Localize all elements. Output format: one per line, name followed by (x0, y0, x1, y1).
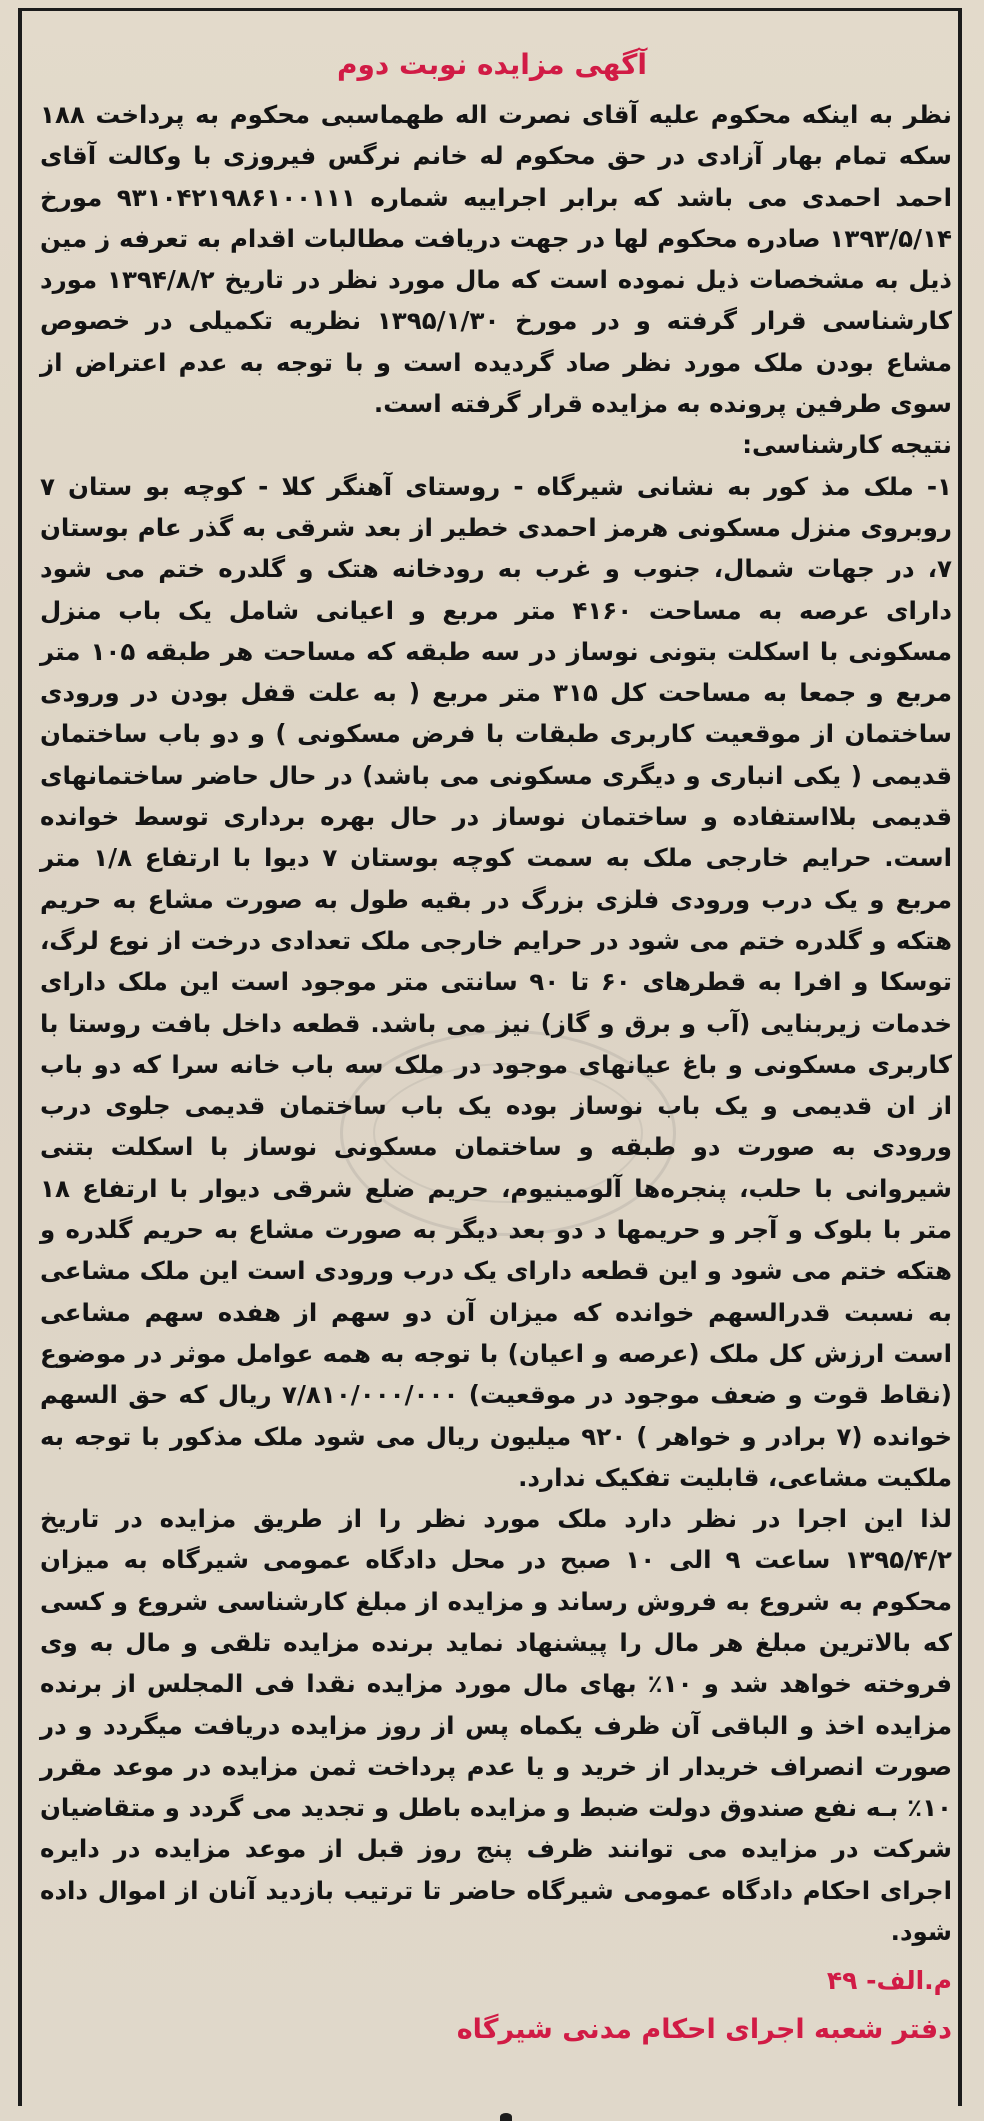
issuing-office: دفتر شعبه اجرای احکام مدنی شیرگاه (456, 2014, 952, 2045)
property-description-paragraph: ۱- ملک مذ کور به نشانی شیرگاه - روستای آهنگر کلا - کوچه بو ستان ۷ روبروی منزل مسکونی هرمز احمدی خطیر از بعد شرقی به گذر عام بوستان ۷، در جهات شمال، جنوب و غرب به رودخانه هتک و گلدره ختم می شود دارای عرصه به مساحت ۴۱۶۰ متر مربع و اعیانی شامل یک باب منزل مسکونی با اسکلت بتونی نوساز در سه طبقه که مساحت هر طبقه ۱۰۵ متر مربع و جمعا به مساحت کل ۳۱۵ متر مربع ( به علت قفل بودن در ورودی ساختمان از موقعیت کاربری طبقات با فرض مسکونی ) و دو باب ساختمان قدیمی ( یکی انباری و دیگری مسکونی می باشد) در حال حاضر ساختمانهای قدیمی بلااستفاده و ساختمان نوساز در حال بهره برداری توسط خوانده است. حرایم خارجی ملک به سمت کوچه بوستان ۷ دیوا با ارتفاع ۱/۸ متر مربع و یک درب ورودی فلزی بزرگ در بقیه طول به صورت مشاع به حریم هتکه و گلدره ختم می شود در حرایم خارجی ملک تعدادی درخت از نوع لرگ، توسکا و افرا به قطرهای ۶۰ تا ۹۰ سانتی متر موجود است این ملک دارای خدمات زیربنایی (آب و برق و گاز) نیز می باشد. قطعه داخل بافت روستا با کاربری مسکونی و باغ عیانهای موجود در ملک سه باب خانه سرا که دو باب از ان قدیمی و یک باب نوساز بوده یک باب ساختمان قدیمی جلوی درب ورودی به صورت دو طبقه و ساختمان مسکونی نوساز با اسکلت بتنی شیروانی با حلب، پنجره‌ها آلومینیوم، حریم ضلع شرقی دیوار با ارتفاع ۱۸ متر با بلوک و آجر و حریمها د دو بعد دیگر به صورت مشاع به حریم گلدره و هتکه ختم می شود و این قطعه دارای یک درب ورودی است این ملک مشاعی به نسبت قدرالسهم خوانده که میزان آن دو سهم از هفده سهم مشاعی است ارزش کل ملک (عرصه و اعیان) با توجه به همه عوامل موثر در موضوع (نقاط قوت و ضعف موجود در موقعیت) ۷/۸۱۰/۰۰۰/۰۰۰ ریال که حق السهم خوانده (۷ برادر و خواهر ) ۹۲۰ میلیون ریال می شود ملک مذکور با توجه به ملکیت مشاعی، قابلیت تفکیک ندارد. (40, 471, 952, 1492)
intro-paragraph: نظر به اینکه محکوم علیه آقای نصرت اله طهماسبی محکوم به پرداخت ۱۸۸ سکه تمام بهار آزادی در حق محکوم له خانم نرگس فیروزی با وکالت آقای احمد احمدی می باشد که برابر اجراییه شماره ۹۳۱۰۴۲۱۹۸۶۱۰۰۱۱۱ مورخ ۱۳۹۳/۵/۱۴ صادره محکوم لها در جهت دریافت مطالبات اقدام به تعرفه ز مین ذیل به مشخصات ذیل نموده است که مال مورد نظر در تاریخ ۱۳۹۴/۸/۲ مورد کارشناسی قرار گرفته و در مورخ ۱۳۹۵/۱/۳۰ نظریه تکمیلی در خصوص مشاع بودن ملک مورد نظر صاد گردیده است و با توجه به عدم اعتراض از سوی طرفین پرونده به مزایده قرار گرفته است. (40, 100, 953, 419)
auction-terms-paragraph: لذا این اجرا در نظر دارد ملک مورد نظر را از طریق مزایده در تاریخ ۱۳۹۵/۴/۲ ساعت ۹ الی ۱۰ صبح در محل دادگاه عمومی شیرگاه به میزان محکوم به شروع به فروش رساند و مزایده از مبلغ کارشناسی شروع و کسی که بالاترین مبلغ هر مال را پیشنهاد نماید برنده مزایده تلقی و مال به وی فروخته خواهد شد و ۱۰٪ بهای مال مورد مزایده نقدا فی المجلس از برنده مزایده اخذ و الباقی آن ظرف یکماه پس از روز مزایده دریافت میگردد و در صورت انصراف خریدار از خرید و یا عدم پرداخت ثمن مزایده در موعد مقرر ۱۰٪ بـه نفع صندوق دولت ضبط و مزایده باطل و تجدید می گردد و متقاضیان شرکت در مزایده می توانند ظرف پنج روز قبل از موعد مزایده در دایره اجرای احکام دادگاه عمومی شیرگاه حاضر تا ترتیب بازدید آنان از اموال داده شود. (40, 1504, 953, 1947)
notice-body (40, 94, 952, 1952)
notice-code: م.الف- ۴۹ (826, 1966, 952, 1995)
notice-title: آگهی مزایده نوبت دوم (336, 48, 648, 81)
expert-result-heading: نتیجه کارشناسی: (742, 430, 952, 460)
bottom-fold-mark (500, 2113, 512, 2121)
